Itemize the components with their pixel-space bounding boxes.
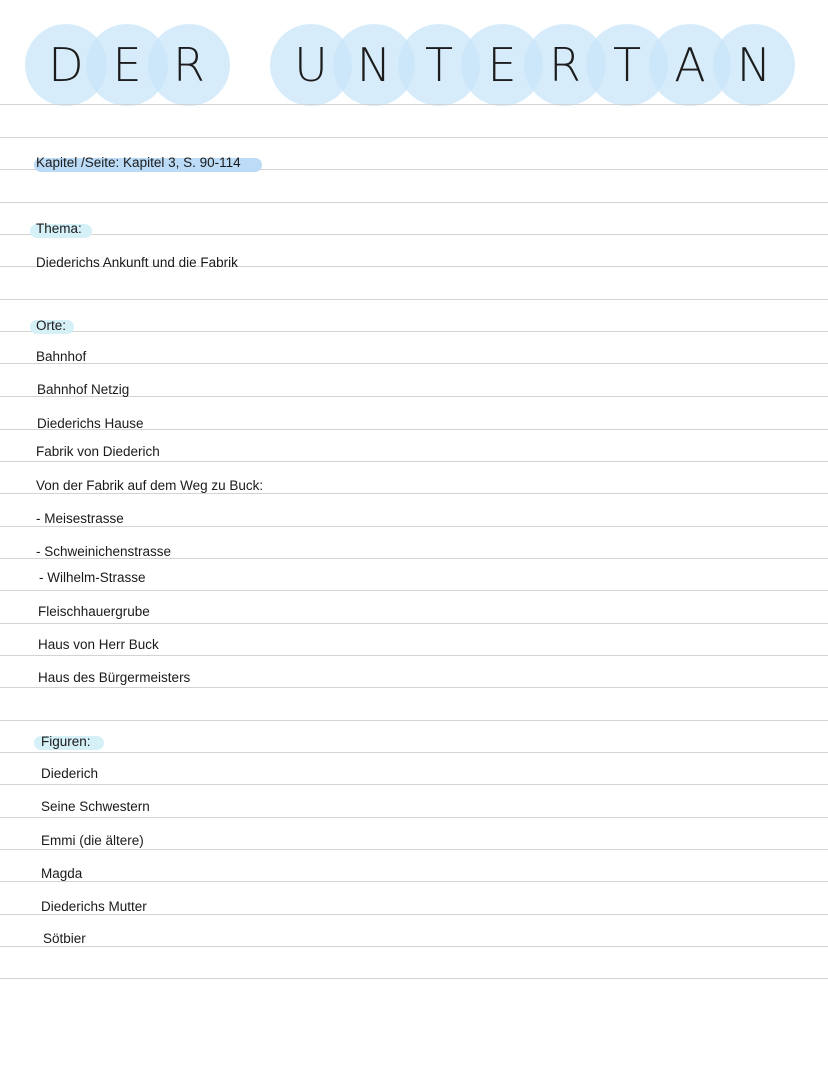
orte-item: Haus von Herr Buck: [38, 637, 159, 652]
ruled-line: [0, 461, 828, 462]
title-letter: E: [112, 38, 142, 92]
figuren-item: Magda: [41, 866, 83, 881]
figuren-item: Sötbier: [43, 931, 86, 946]
orte-item: Bahnhof Netzig: [37, 382, 130, 397]
title-banner: [0, 0, 828, 110]
ruled-line: [0, 331, 828, 332]
orte-item: - Schweinichenstrasse: [36, 544, 172, 559]
ruled-line: [0, 202, 828, 203]
title-letter: R: [549, 38, 581, 92]
orte-item: - Meisestrasse: [36, 511, 124, 526]
ruled-line: [0, 299, 828, 300]
figuren-item: Seine Schwestern: [41, 799, 150, 814]
ruled-line: [0, 687, 828, 688]
orte-item: Von der Fabrik auf dem Weg zu Buck:: [36, 478, 264, 493]
orte-item: - Wilhelm-Strasse: [39, 570, 146, 585]
orte-item: Haus des Bürgermeisters: [38, 670, 191, 685]
ruled-line: [0, 104, 828, 105]
ruled-line: [0, 784, 828, 785]
orte-item: Diederichs Hause: [37, 416, 144, 431]
ruled-line: [0, 234, 828, 235]
title-letter: U: [294, 38, 328, 92]
orte-item: Bahnhof: [36, 349, 87, 364]
orte-heading: Orte:: [36, 318, 67, 333]
ruled-line: [0, 881, 828, 882]
thema-heading: Thema:: [36, 221, 82, 236]
title-letter: R: [173, 38, 205, 92]
ruled-line: [0, 363, 828, 364]
ruled-line: [0, 137, 828, 138]
ruled-line: [0, 720, 828, 721]
title-letter: T: [424, 38, 454, 92]
kapitel-line: Kapitel /Seite: Kapitel 3, S. 90-114: [36, 155, 241, 170]
ruled-line: [0, 946, 828, 947]
orte-item: Fabrik von Diederich: [36, 444, 160, 459]
title-letter: A: [674, 38, 706, 92]
ruled-line: [0, 526, 828, 527]
figuren-item: Diederich: [41, 766, 99, 781]
title-letter: D: [48, 38, 84, 92]
figuren-heading: Figuren:: [41, 734, 91, 749]
ruled-line: [0, 978, 828, 979]
orte-item: Fleischhauergrube: [38, 604, 150, 619]
ruled-line: [0, 752, 828, 753]
title-letter: T: [612, 38, 642, 92]
ruled-line: [0, 655, 828, 656]
ruled-line: [0, 623, 828, 624]
ruled-line: [0, 817, 828, 818]
title-letter: N: [736, 38, 772, 92]
thema-text: Diederichs Ankunft und die Fabrik: [36, 255, 238, 270]
figuren-item: Diederichs Mutter: [41, 899, 147, 914]
title-letter: E: [487, 38, 517, 92]
figuren-item: Emmi (die ältere): [41, 833, 144, 848]
title-letter: N: [356, 38, 392, 92]
ruled-line: [0, 590, 828, 591]
